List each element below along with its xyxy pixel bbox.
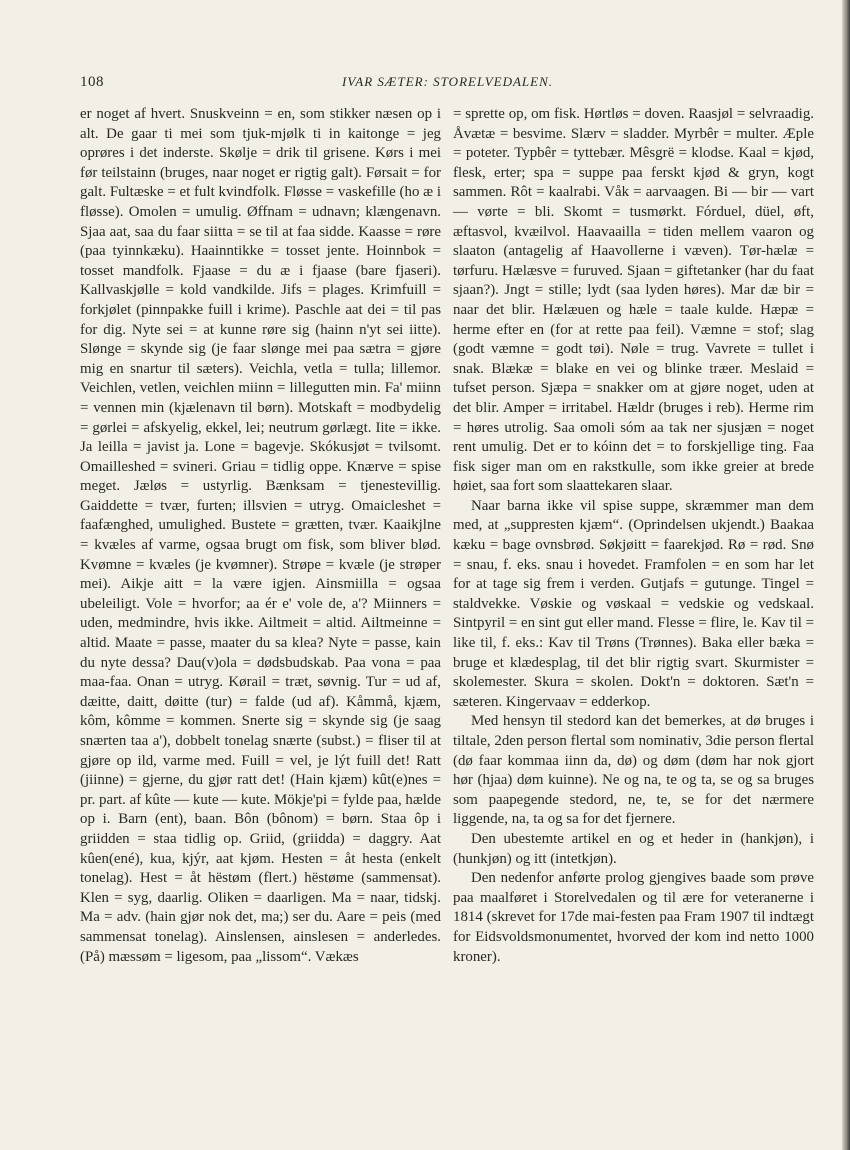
page-header xyxy=(80,74,820,94)
running-title: IVAR SÆTER: STORELVEDALEN. xyxy=(342,74,554,89)
paragraph: Naar barna ikke vil spise suppe, skræmmer man dem med, at „suppresten kjæm“. (Oprindelsen ukjendt.) Baakaa kæku = bage ovnsbrød. Søkjøitt = faarekjød. Rø = rød. Snø = snau, f. eks. snau i hovedet. Framfolen = en som har let for at tage sig frem i verden. Gutjafs = gutunge. Tingel = staldvekke. Vøskie og vøskaal = vedskie og vedskaal. Sintpyril = en sint gut eller mand. Flesse = flire, le. Kav til = like til, f. eks.: Kav til Trøns (Trønnes). Baka eller bæka = bruge et klædesplag, til det blir rigtig svart. Skurmister = skolemester. Skura = skolen. Dokt'n = doktoren. Sæt'n = sæteren. Kingervaav = edderkop. xyxy=(453,497,815,710)
paragraph: Den ubestemte artikel en og et heder in (hankjøn), i (hunkjøn) og itt (intetkjøn). xyxy=(453,830,814,867)
page-edge xyxy=(842,0,850,1150)
paragraph: Med hensyn til stedord kan det bemerkes, at dø bruges i tiltale, 2den person flertal som nominativ, 3die person flertal (dø faar kommaa iinn da, dø) og døm (døm har nok gjort hør (hjaa) døm kuinne). Ne og na, te og ta, se og sa bruges som paapegende stedord, ne, te, se for det nærmere liggende, na, ta og sa for det fjernere. xyxy=(453,713,814,828)
left-column xyxy=(80,105,441,967)
paragraph: Den nedenfor anførte prolog gjengives baade som prøve paa maalføret i Storelvedalen og til ære for veteranerne i 1814 (skrevet for 17de mai-festen paa Fram 1907 til indtægt for Eidsvoldsmonumentet, hvorved der kom ind netto 1000 kroner). xyxy=(453,870,814,965)
paragraph: = sprette op, om fisk. Hørtløs = doven. Raasjøl = selvraadig. Åvætæ = besvime. Slærv = sladder. Myrbêr = multer. Æple = poteter. Typbêr = tyttebær. Mêsgrë = klodse. Kaal = kjød, flesk, erter; spa = suppe paa ferskt kjød & gryn, kogt sammen. Rôt = kaalrabi. Våk = aarvaagen. Bi — bir — vart — vørte = bli. Skomt = tusmørkt. Fórduel, düel, øft, æftasvol, kvæilvol. Haavaailla = tiden mellem vaaron og slaaton (antagelig af Haavollerne i væven). Tør-hælæ = tørfuru. Hælæsve = furuved. Sjaan = giftetanker (har du faat sjaan?). Jngt = stille; lydt (saa lyden høres). Mar dæ bir = naar det blir. Hælæuen og hæle = taale kulde. Hæpæ = herme efter en (for at rette paa feil). Væmne = stof; slag (godt væmne = godt tøi). Nøle = trug. Vavrete = tullet i snak. Blækæ = blake en vei og blinke træer. Meslaid = tufset person. Sjæpa = snakker om at gjøre noget, uden at det blir. Amper = irritabel. Hældr (bruges i reb). Herme rim = høres utrolig. Saa omoli sóm aa tak ner sjusjæn = noget rent umulig. Det er to kóinn det = to forskjellige ting. Faa fisk siger man om en rakstkulle, som ikke greier at brede høiet, saa fort som slaattekaren slaar. xyxy=(453,106,814,495)
paragraph: er noget af hvert. Snuskveinn = en, som stikker næsen op i alt. De gaar ti mei som tjuk-mjølk ti in kaitonge = jeg oprøres i det inderste. Skølje = drik til grisene. Kørs i mei før teilstainn (bruges, naar noget er rigtig galt). Førsait = for galt. Fultæske = et fult kvindfolk. Fløsse = vaskefille (ho æ i fløsse). Omolen = umulig. Øffnam = udnavn; klængenavn. Sjaa aat, saa du faar siitta = se til at faa sidde. Kaasse = røre (paa tyinnkæku). Haainntikke = tosset jente. Hoinnbok = tosset mandfolk. Fjaase = du æ i fjaase (bare fjaseri). Kallvaskjølle = kold vandkilde. Jifs = plages. Krimfuill = forkjølet (pinnpakke fuill i krime). Paschle aat dei = til pas for dig. Nyte sei = at kunne røre sig (hainn n'yt sei iitte). Slønge = skynde sig (je faar slønge mei paa sætra = gjøre mig en snartur til sæters). Veichla, vetla = tulla; lillemor. Veichlen, vetlen, veichlen miinn = lillegutten min. Fa' miinn = vennen min (kjælenavn til børn). Motskaft = modbydelig = gørlei = afskyelig, ekkel, lei; neutrum gørlægt. Iite = ikke. Ja leilla = javist ja. Lone = bagevje. Skókusjøt = tvilsomt. Omailleshed = svineri. Griau = tidlig oppe. Knærve = spise meget. Jæløs = ustyrlig. Bænksam = tjenestevillig. Gaiddette = tvær, furten; illsvien = utryg. Omaicleshet = faafænghed, umulighed. Bustete = grætten, tvær. Kaaikjlne = kvæles af varme, ogsaa brugt om fisk, som bliver blød. Kvømne = kvæles (je kvømner). Strøpe = kvæle (je strøper mei). Aikje aitt = la være igjen. Ainsmiilla = ogsaa ubeleiligt. Vole = hvorfor; aa ér e' vole de, a'? Miinners = uden, medmindre, hvis ikke. Ailtmeit = altid. Ailtmeinne = altid. Maate = passe, maater du sa klea? Nyte = passe, kain du nyte dessa? Dau(v)ola = dødsbudskab. Paa vona = paa maa-faa. Onan = utryg. Kørail = træt, søvnig. Tur = ud af, dæitte, daitt, døitte (tur) = falde (ud af). Kåmmå, kjæm, kôm, kômme = kommen. Snerte sig = skynde sig (je saag snærten taa a'), dobbelt tonelag snærte (subst.) = fliser til at gjøre op ild, varme med. Fuill = vel, je lýt fuill det! Ratt (jiinne) = gjerne, du gjør ratt det! (Hain kjæm) kût(e)nes = pr. part. af kûte — kute — kute. Mökje'pi = fylde paa, hælde op i. Barn (ent), baan. Bôn (bônom) = børn. Staa ôp i griidden = staa tidlig op. Griid, (griidda) = daggry. Aat kûen(ené), kua, kjýr, aat kjøm. Hesten = åt hesta (enkelt tonelag). Hest = åt hëstøm (flert.) hëstøme (sammensat). Klen = syg, daarlig. Oliken = daarligen. Ma = naar, tidskj. Ma = adv. (hain gjør nok det, ma;) ser du. Aare = peis (med sammensat tonelag). Ainslensen, ainslesen = anderledes. (På) mæssøm = ligesom, paa „lissom“. Vækæs xyxy=(80,106,441,965)
right-column xyxy=(453,105,814,967)
page-number: 108 xyxy=(80,74,104,90)
